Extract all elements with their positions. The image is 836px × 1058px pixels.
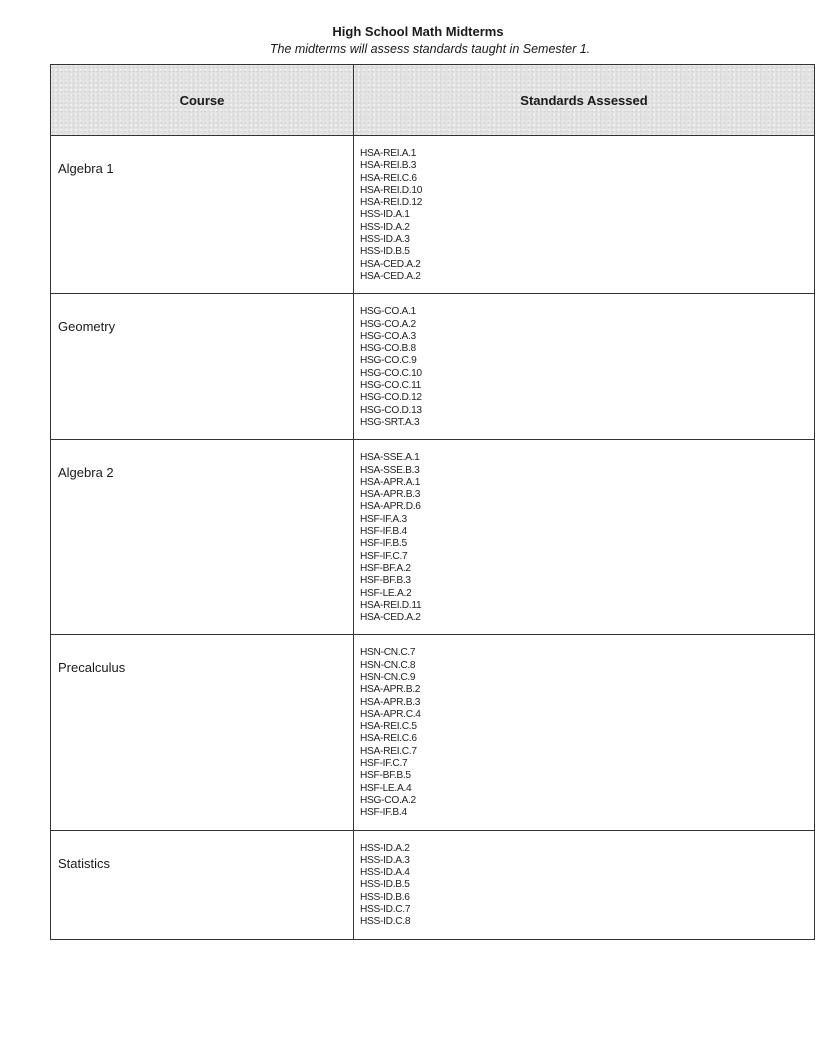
standard-code: HSA-APR.A.1 (360, 476, 421, 488)
standard-code: HSF-BF.B.3 (360, 575, 411, 587)
table-row (51, 440, 815, 635)
standard-code: HSA-REI.B.3 (360, 160, 417, 172)
standard-code: HSA-APR.B.3 (360, 489, 421, 501)
course-cell (51, 294, 354, 440)
standards-cell (354, 635, 815, 830)
course-name: Statistics (58, 855, 111, 871)
standard-code: HSA-REI.A.1 (360, 148, 417, 159)
standard-code: HSA-REI.D.12 (360, 197, 423, 209)
standard-code: HSS-ID.A.3 (360, 234, 410, 246)
standard-code: HSG-CO.B.8 (360, 343, 416, 355)
standards-cell (354, 440, 815, 635)
standards-cell (354, 294, 815, 440)
course-name: Algebra 2 (58, 465, 114, 481)
standard-code: HSG-CO.C.9 (360, 355, 417, 367)
standards-cell (354, 136, 815, 294)
standard-code: HSG-CO.A.2 (360, 794, 416, 806)
course-name: Geometry (58, 319, 116, 335)
table-row (51, 830, 815, 939)
standard-code: HSG-CO.C.10 (360, 367, 422, 379)
standard-code: HSG-CO.D.13 (360, 404, 422, 416)
standard-code: HSF-IF.B.5 (360, 538, 407, 550)
standard-code: HSN-CN.C.7 (360, 647, 416, 659)
course-cell (51, 136, 354, 294)
course-name: Precalculus (58, 660, 126, 676)
standard-code: HSA-CED.A.2 (360, 612, 421, 624)
standard-code: HSA-REI.D.10 (360, 184, 423, 196)
table-body (51, 136, 815, 940)
standard-code: HSS-ID.C.7 (360, 904, 411, 916)
standard-code: HSF-IF.C.7 (360, 758, 408, 770)
page-subtitle: The midterms will assess standards taught in Semester 1. (269, 42, 591, 56)
column-header-standards: Standards Assessed (354, 65, 815, 136)
standard-code: HSA-APR.D.6 (360, 501, 421, 513)
standard-code: HSA-APR.B.2 (360, 684, 421, 696)
standard-code: HSA-APR.C.4 (360, 708, 421, 720)
standard-code: HSS-ID.A.3 (360, 854, 410, 866)
standard-code: HSF-LE.A.4 (360, 782, 412, 794)
standard-code: HSF-IF.A.3 (360, 513, 407, 525)
standard-code: HSF-IF.B.4 (360, 807, 407, 819)
course-cell (51, 635, 354, 830)
standards-list (354, 831, 814, 939)
standards-list (354, 440, 814, 634)
standard-code: HSA-REI.C.6 (360, 172, 417, 184)
standard-code: HSF-BF.A.2 (360, 562, 411, 574)
column-header-course: Course (51, 65, 354, 136)
course-cell (51, 830, 354, 939)
standard-code: HSF-LE.A.2 (360, 587, 412, 599)
standard-code: HSG-SRT.A.3 (360, 416, 420, 428)
standards-list (354, 635, 814, 829)
standard-code: HSF-IF.B.4 (360, 526, 407, 538)
standard-code: HSA-CED.A.2 (360, 258, 421, 270)
standard-code: HSG-CO.A.1 (360, 306, 416, 318)
standard-code: HSN-CN.C.8 (360, 659, 416, 671)
standard-code: HSA-REI.C.6 (360, 733, 417, 745)
table-header-row (51, 65, 815, 136)
standard-code: HSA-APR.B.3 (360, 696, 421, 708)
course-name: Algebra 1 (58, 161, 114, 176)
standard-code: HSS-ID.B.6 (360, 891, 410, 903)
midterms-table (50, 64, 815, 940)
standard-code: HSA-SSE.B.3 (360, 464, 420, 476)
standard-code: HSA-REI.C.7 (360, 745, 417, 757)
standard-code: HSS-ID.A.1 (360, 209, 410, 221)
standards-cell (354, 830, 815, 939)
standard-code: HSS-ID.C.8 (360, 916, 411, 928)
standard-code: HSG-CO.A.2 (360, 318, 416, 330)
standard-code: HSN-CN.C.9 (360, 671, 416, 683)
standard-code: HSF-BF.B.5 (360, 770, 411, 782)
table-row (51, 136, 815, 294)
standard-code: HSA-REI.D.11 (360, 599, 422, 611)
standard-code: HSG-CO.C.11 (360, 380, 422, 392)
standards-list (354, 294, 814, 439)
course-cell (51, 440, 354, 635)
standard-code: HSA-CED.A.2 (360, 270, 421, 282)
standard-code: HSG-CO.A.3 (360, 330, 416, 342)
standard-code: HSS-ID.A.4 (360, 867, 410, 879)
page-title: High School Math Midterms (332, 24, 504, 39)
standard-code: HSA-SSE.A.1 (360, 452, 420, 464)
standard-code: HSG-CO.D.12 (360, 392, 422, 404)
standard-code: HSS-ID.A.2 (360, 221, 410, 233)
standard-code: HSS-ID.B.5 (360, 879, 410, 891)
standard-code: HSA-REI.C.5 (360, 721, 417, 733)
standard-code: HSF-IF.C.7 (360, 550, 408, 562)
table-row (51, 294, 815, 440)
standards-list (354, 136, 814, 293)
table-row (51, 635, 815, 830)
standard-code: HSS-ID.A.2 (360, 842, 410, 854)
standard-code: HSS-ID.B.5 (360, 246, 410, 258)
